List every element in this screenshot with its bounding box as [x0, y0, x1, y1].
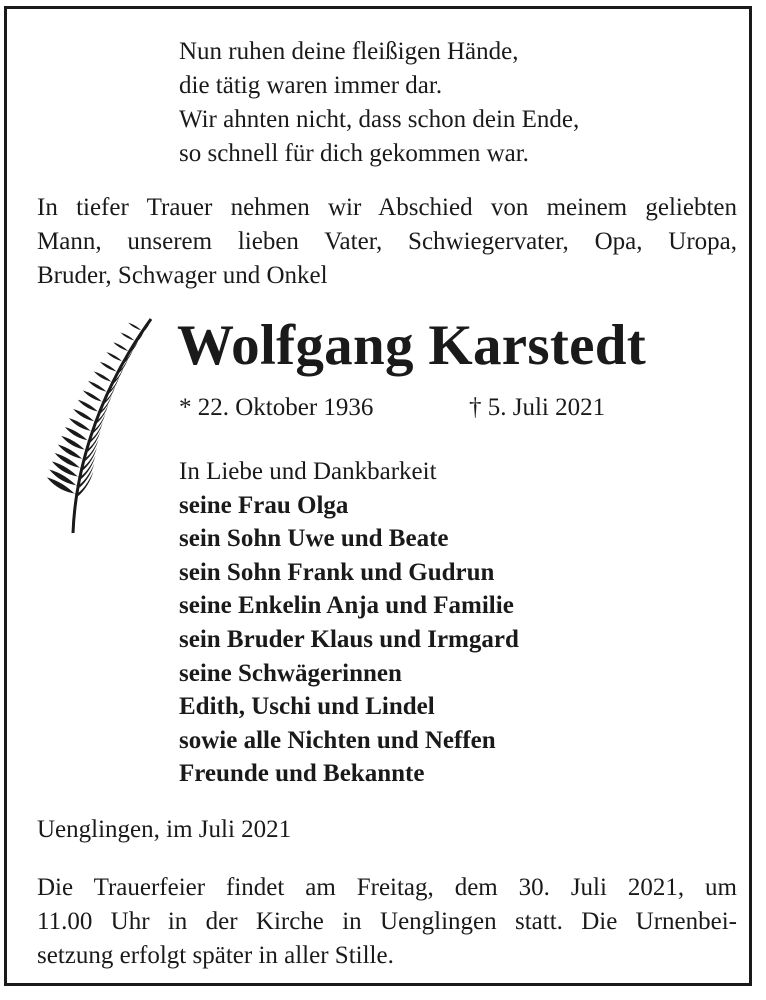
palm-frond-left	[113, 342, 130, 352]
intro-line: Mann, unserem lieben Vater, Schwiegervater, Opa, Uropa,	[37, 228, 737, 255]
mourner-line: seine Frau Olga	[179, 491, 349, 519]
obituary-notice	[4, 6, 752, 986]
palm-leaf-icon	[33, 309, 163, 539]
mourner-line: Freunde und Bekannte	[179, 760, 425, 788]
palm-frond-left	[94, 371, 113, 383]
funeral-info	[37, 871, 737, 973]
mourner-line: sein Bruder Klaus und Irmgard	[179, 625, 519, 653]
poem-line: so schnell für dich gekommen war.	[179, 140, 529, 167]
poem-line: Nun ruhen deine fleißigen Hände,	[179, 38, 519, 65]
place-and-date: Uenglingen, im Juli 2021	[37, 816, 292, 843]
poem-line: die tätig waren immer dar.	[179, 72, 443, 99]
death-date: † 5. Juli 2021	[469, 394, 606, 421]
funeral-line: Die Trauerfeier findet am Freitag, dem 30. Juli 2021, um	[37, 874, 737, 901]
palm-frond-left	[78, 400, 100, 414]
palm-frond-left	[128, 323, 143, 332]
funeral-line: setzung erfolgt später in aller Stille.	[37, 942, 394, 969]
palm-frond-left	[83, 390, 104, 403]
farewell-intro	[37, 191, 737, 293]
palm-frond-left	[88, 381, 108, 393]
mourners-intro: In Liebe und Dankbarkeit	[179, 458, 437, 485]
mourners-list	[179, 455, 519, 791]
intro-line: In tiefer Trauer nehmen wir Abschied von meinem geliebten	[37, 194, 737, 221]
palm-frond-left	[106, 352, 123, 363]
funeral-line: 11.00 Uhr in der Kirche in Uenglingen statt. Die Urnenbei-	[37, 908, 737, 935]
deceased-name: Wolfgang Karstedt	[177, 314, 647, 377]
palm-frond-left	[49, 469, 78, 487]
palm-frond-left	[120, 332, 136, 342]
palm-frond-left	[100, 362, 118, 373]
birth-date: * 22. Oktober 1936	[179, 394, 374, 421]
intro-line: Bruder, Schwager und Onkel	[37, 262, 328, 289]
mourner-line: Edith, Uschi und Lindel	[179, 693, 435, 721]
mourner-line: seine Schwägerinnen	[179, 659, 402, 687]
mourner-line: seine Enkelin Anja und Familie	[179, 592, 514, 620]
poem-line: Wir ahnten nicht, dass schon dein Ende,	[179, 106, 580, 133]
mourner-line: sein Sohn Uwe und Beate	[179, 525, 449, 553]
life-dates	[179, 391, 606, 425]
mourner-line: sein Sohn Frank und Gudrun	[179, 558, 495, 586]
memorial-poem	[179, 35, 579, 171]
mourner-line: sowie alle Nichten und Neffen	[179, 726, 496, 754]
